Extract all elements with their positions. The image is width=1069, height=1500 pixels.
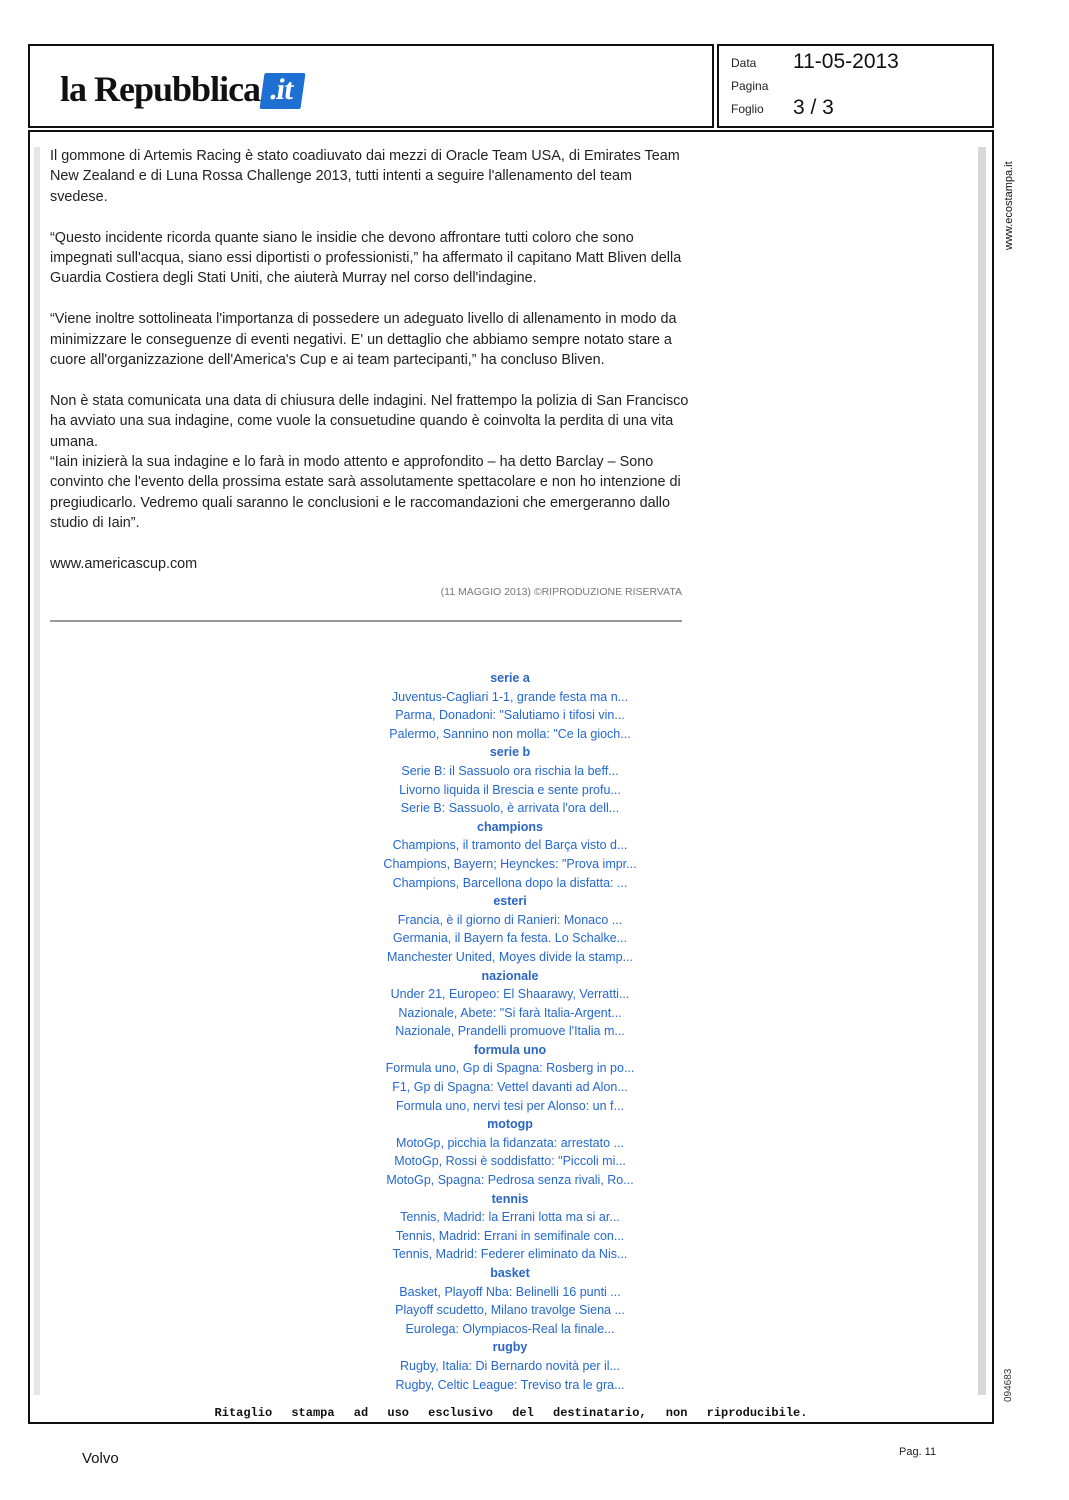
news-link[interactable]: Champions, Bayern; Heynckes: "Prova impr... (383, 856, 637, 871)
pagina-label: Pagina (731, 79, 769, 93)
category-heading[interactable]: tennis (491, 1191, 529, 1206)
news-link[interactable]: MotoGp, picchia la fidanzata: arrestato ... (396, 1135, 624, 1150)
article-paragraph: “Iain inizierà la sua indagine e lo farà in modo attento e approfondito – ha detto Barclay – Sono convinto che l'evento della prossima estate sarà assolutamente spettacolare e non ho intenzione di pregiudicarlo. Vedremo quali saranno le conclusioni e le raccomandazioni che emergeranno dallo studio di Iain”. (50, 454, 681, 532)
masthead-box (28, 44, 714, 128)
news-link[interactable]: Manchester United, Moyes divide la stamp... (387, 949, 633, 964)
client-name: Volvo (82, 1450, 119, 1467)
news-link[interactable]: Under 21, Europeo: El Shaarawy, Verratti... (390, 987, 630, 1002)
rights-notice: (11 MAGGIO 2013) ©RIPRODUZIONE RISERVATA (440, 586, 682, 598)
related-links (310, 669, 710, 1394)
foglio-value: 3 / 3 (793, 96, 834, 119)
news-link[interactable]: Livorno liquida il Brescia e sente profu... (399, 782, 621, 797)
left-edge-bar (34, 147, 40, 1395)
news-link[interactable]: Champions, Barcellona dopo la disfatta: ... (392, 875, 628, 890)
repubblica-logo (60, 68, 303, 110)
category-heading[interactable]: formula uno (473, 1042, 547, 1057)
news-link[interactable]: Germania, il Bayern fa festa. Lo Schalke... (392, 931, 628, 946)
news-link[interactable]: Champions, il tramonto del Barça visto d... (392, 838, 628, 853)
article-source-link[interactable]: www.americascup.com (50, 556, 198, 573)
logo-it-badge: .it (260, 73, 306, 109)
news-link[interactable]: MotoGp, Spagna: Pedrosa senza rivali, Ro... (386, 1173, 634, 1188)
news-link[interactable]: F1, Gp di Spagna: Vettel davanti ad Alon... (392, 1080, 628, 1095)
news-link[interactable]: Rugby, Italia: Di Bernardo novità per il... (399, 1358, 620, 1373)
article-paragraph: Non è stata comunicata una data di chiusura delle indagini. Nel frattempo la polizia di San Francisco ha avviato una sua indagine, come vuole la consuetudine quando è coinvolta la perdita di una vita umana. (50, 392, 689, 450)
page-number: Pag. 11 (899, 1446, 937, 1458)
side-url: www.ecostampa.it (1003, 161, 1015, 250)
article-body (50, 146, 690, 595)
news-link[interactable]: Playoff scudetto, Milano travolge Siena ... (395, 1303, 625, 1318)
news-link[interactable]: MotoGp, Rossi è soddisfatto: "Piccoli mi... (394, 1154, 626, 1169)
logo-main-text: la Repubblica (60, 69, 261, 109)
news-link[interactable]: Nazionale, Prandelli promuove l'Italia m... (395, 1024, 625, 1039)
news-link[interactable]: Basket, Playoff Nba: Belinelli 16 punti ... (399, 1284, 621, 1299)
category-heading[interactable]: nazionale (481, 968, 539, 983)
category-heading[interactable]: serie a (490, 671, 530, 685)
meta-info-box (717, 44, 994, 128)
news-link[interactable]: Formula uno, nervi tesi per Alonso: un f... (396, 1098, 624, 1113)
data-value: 11-05-2013 (793, 50, 899, 73)
category-heading[interactable]: basket (490, 1266, 530, 1280)
divider (50, 620, 682, 622)
foglio-label: Foglio (731, 102, 764, 116)
news-link[interactable]: Formula uno, Gp di Spagna: Rosberg in po... (385, 1061, 635, 1076)
news-link[interactable]: Rugby, Celtic League: Treviso tra le gra... (395, 1377, 625, 1392)
news-link[interactable]: Palermo, Sannino non molla: "Ce la gioch... (389, 726, 631, 741)
article-paragraph: Il gommone di Artemis Racing è stato coadiuvato dai mezzi di Oracle Team USA, di Emirates Team New Zealand e di Luna Rossa Challenge 2013, tutti intenti a seguire l'allenamento del team svedese. (50, 148, 680, 205)
news-link[interactable]: Serie B: il Sassuolo ora rischia la beff... (401, 763, 619, 778)
scrollbar[interactable] (978, 147, 986, 1395)
news-link[interactable]: Tennis, Madrid: la Errani lotta ma si ar... (400, 1210, 620, 1225)
news-link[interactable]: Tennis, Madrid: Errani in semifinale con... (395, 1228, 625, 1243)
category-heading[interactable]: esteri (493, 894, 527, 909)
news-link[interactable]: Eurolega: Olympiacos-Real la finale... (405, 1321, 615, 1336)
news-link[interactable]: Juventus-Cagliari 1-1, grande festa ma n... (391, 689, 629, 704)
article-paragraph: “Viene inoltre sottolineata l'importanza di possedere un adeguato livello di allenamento in modo da minimizzare le conseguenze di eventi negativi. E' un dettaglio che abbiamo sempre notato stare a cuore all'organizzazione dell'America's Cup e ai team partecipanti,” ha concluso Bliven. (50, 311, 677, 369)
news-link[interactable]: Serie B: Sassuolo, è arrivata l'ora dell... (400, 801, 620, 816)
news-link[interactable]: Francia, è il giorno di Ranieri: Monaco ... (397, 912, 623, 927)
news-link[interactable]: Nazionale, Abete: "Si farà Italia-Argent... (398, 1005, 622, 1020)
reproduction-notice: Ritaglio stampa ad uso esclusivo del destinatario, non riproducibile. (214, 1406, 808, 1420)
side-code: 094683 (1003, 1368, 1014, 1402)
article-paragraph: “Questo incidente ricorda quante siano le insidie che devono affrontare tutti coloro che sono impegnati sull'acqua, siano essi diportisti o professionisti,” ha affermato il capitano Matt Bliven della Guardia Costiera degli Stati Uniti, che aiuterà Murray nel corso dell'indagine. (50, 229, 682, 287)
category-heading[interactable]: motogp (487, 1117, 533, 1132)
news-link[interactable]: Tennis, Madrid: Federer eliminato da Nis... (392, 1247, 628, 1262)
data-label: Data (731, 56, 757, 70)
category-heading[interactable]: rugby (492, 1340, 528, 1355)
news-link[interactable]: Parma, Donadoni: "Salutiamo i tifosi vin... (395, 708, 625, 723)
category-heading[interactable]: serie b (489, 745, 531, 760)
category-heading[interactable]: champions (477, 819, 543, 834)
